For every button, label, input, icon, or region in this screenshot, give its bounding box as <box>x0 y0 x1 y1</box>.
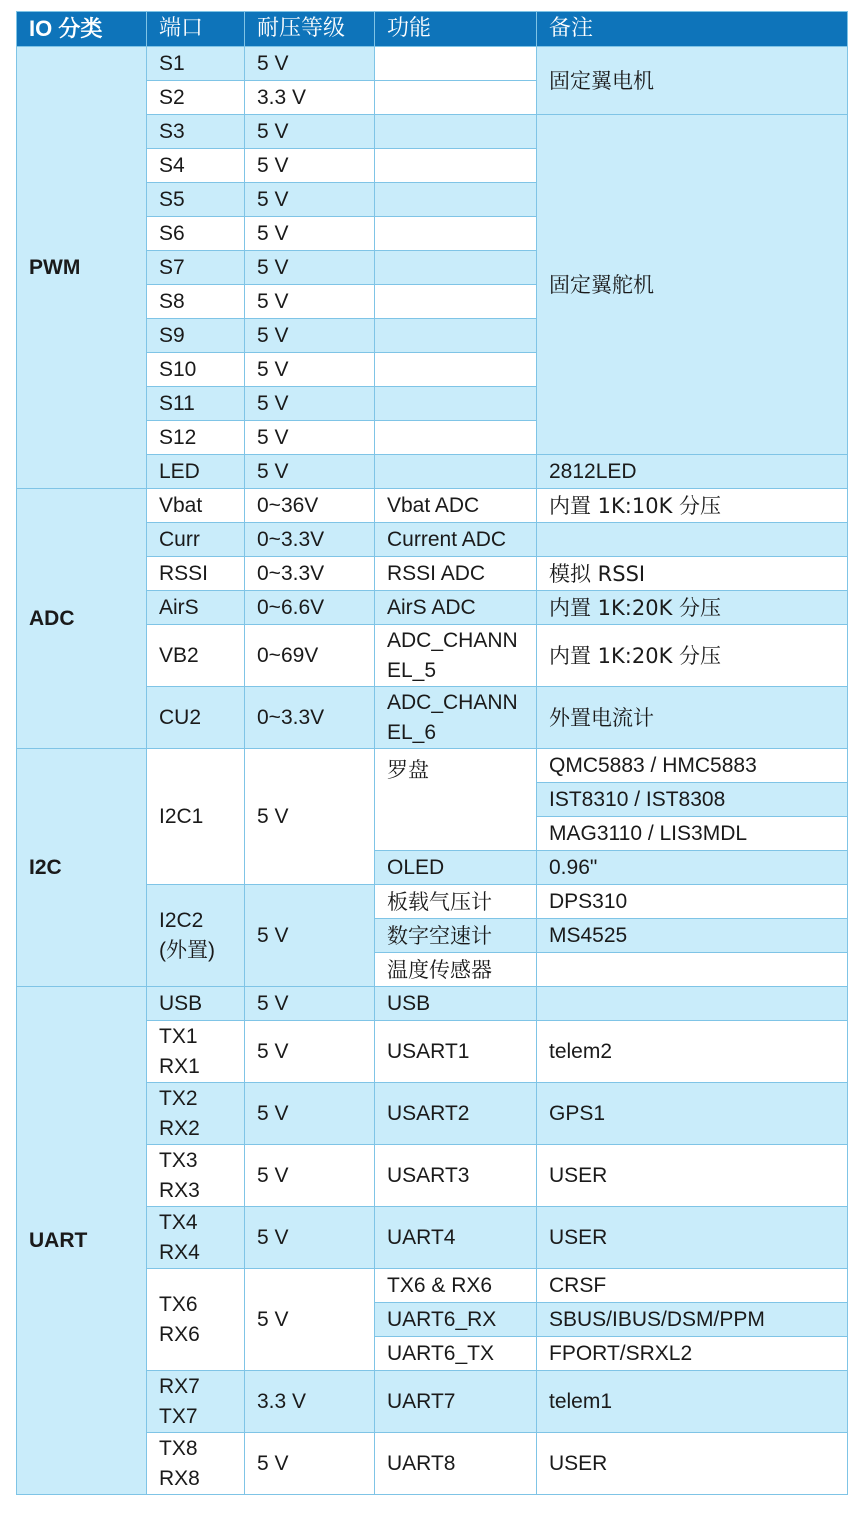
note-cell <box>537 953 848 987</box>
voltage-cell: 5 V <box>245 353 375 387</box>
port-line: RX4 <box>159 1240 200 1264</box>
function-cell: USART2 <box>375 1083 537 1145</box>
note-cell: IST8310 / IST8308 <box>537 783 848 817</box>
note-cell: telem2 <box>537 1021 848 1083</box>
port-cell: S4 <box>147 149 245 183</box>
port-cell: USB <box>147 987 245 1021</box>
voltage-cell: 5 V <box>245 455 375 489</box>
voltage-cell: 0~3.3V <box>245 687 375 749</box>
voltage-cell: 5 V <box>245 421 375 455</box>
note-cell: 2812LED <box>537 455 848 489</box>
note-cell <box>537 523 848 557</box>
port-cell: Curr <box>147 523 245 557</box>
function-line: EL_5 <box>387 658 437 682</box>
port-cell: S1 <box>147 47 245 81</box>
note-cell: MAG3110 / LIS3MDL <box>537 817 848 851</box>
function-cell: UART6_RX <box>375 1303 537 1337</box>
voltage-cell: 5 V <box>245 251 375 285</box>
port-line: RX1 <box>159 1054 200 1078</box>
port-line: TX7 <box>159 1404 198 1428</box>
category-adc: ADC <box>17 489 147 749</box>
voltage-cell: 0~6.6V <box>245 591 375 625</box>
voltage-cell: 0~3.3V <box>245 523 375 557</box>
port-cell: S9 <box>147 319 245 353</box>
function-cell: 罗盘 <box>375 749 537 851</box>
port-line: I2C2 <box>159 908 204 932</box>
header-io-category: IO 分类 <box>17 12 147 47</box>
port-cell: AirS <box>147 591 245 625</box>
port-cell <box>147 1207 245 1269</box>
port-cell: S6 <box>147 217 245 251</box>
function-cell: Current ADC <box>375 523 537 557</box>
function-cell <box>375 387 537 421</box>
function-cell <box>375 625 537 687</box>
port-cell <box>147 1021 245 1083</box>
function-cell <box>375 285 537 319</box>
voltage-cell: 5 V <box>245 47 375 81</box>
voltage-cell: 5 V <box>245 1145 375 1207</box>
function-cell: 数字空速计 <box>375 919 537 953</box>
table-row <box>17 47 848 81</box>
note-cell: 外置电流计 <box>537 687 848 749</box>
port-cell: RSSI <box>147 557 245 591</box>
io-table <box>16 11 848 1495</box>
port-cell: S3 <box>147 115 245 149</box>
voltage-cell: 5 V <box>245 987 375 1021</box>
note-cell: FPORT/SRXL2 <box>537 1337 848 1371</box>
port-line: TX6 <box>159 1292 198 1316</box>
voltage-cell: 0~36V <box>245 489 375 523</box>
note-cell: telem1 <box>537 1371 848 1433</box>
port-line: TX8 <box>159 1436 198 1460</box>
function-line: ADC_CHANN <box>387 690 518 714</box>
port-line: RX8 <box>159 1466 200 1490</box>
table-row <box>17 489 848 523</box>
note-cell: SBUS/IBUS/DSM/PPM <box>537 1303 848 1337</box>
port-cell <box>147 1371 245 1433</box>
note-cell: USER <box>537 1433 848 1495</box>
port-cell: CU2 <box>147 687 245 749</box>
voltage-cell: 5 V <box>245 115 375 149</box>
port-cell: S7 <box>147 251 245 285</box>
voltage-cell: 5 V <box>245 387 375 421</box>
note-cell: CRSF <box>537 1269 848 1303</box>
header-row <box>17 12 848 47</box>
note-cell: 内置 1K:20K 分压 <box>537 591 848 625</box>
port-line: TX2 <box>159 1086 198 1110</box>
port-cell: I2C1 <box>147 749 245 885</box>
function-cell <box>375 47 537 81</box>
header-port: 端口 <box>147 12 245 47</box>
port-cell: S11 <box>147 387 245 421</box>
function-cell <box>375 687 537 749</box>
port-cell <box>147 885 245 987</box>
voltage-cell: 5 V <box>245 749 375 885</box>
port-cell <box>147 1145 245 1207</box>
function-cell <box>375 319 537 353</box>
port-line: RX7 <box>159 1374 200 1398</box>
voltage-cell: 5 V <box>245 1021 375 1083</box>
voltage-cell: 5 V <box>245 285 375 319</box>
function-cell <box>375 455 537 489</box>
voltage-cell: 3.3 V <box>245 1371 375 1433</box>
function-cell <box>375 183 537 217</box>
port-line: TX1 <box>159 1024 198 1048</box>
function-cell: UART6_TX <box>375 1337 537 1371</box>
note-cell: 固定翼舵机 <box>537 115 848 455</box>
function-cell: 板载气压计 <box>375 885 537 919</box>
voltage-cell: 3.3 V <box>245 81 375 115</box>
voltage-cell: 5 V <box>245 1433 375 1495</box>
port-cell: S2 <box>147 81 245 115</box>
function-cell: UART4 <box>375 1207 537 1269</box>
port-cell: S5 <box>147 183 245 217</box>
note-cell: USER <box>537 1145 848 1207</box>
voltage-cell: 5 V <box>245 183 375 217</box>
header-note: 备注 <box>537 12 848 47</box>
function-cell: UART8 <box>375 1433 537 1495</box>
voltage-cell: 0~69V <box>245 625 375 687</box>
port-cell <box>147 1433 245 1495</box>
category-i2c: I2C <box>17 749 147 987</box>
voltage-cell: 5 V <box>245 319 375 353</box>
port-cell <box>147 1083 245 1145</box>
function-cell <box>375 217 537 251</box>
category-uart: UART <box>17 987 147 1495</box>
port-cell: S8 <box>147 285 245 319</box>
note-cell: QMC5883 / HMC5883 <box>537 749 848 783</box>
port-cell: S12 <box>147 421 245 455</box>
voltage-cell: 5 V <box>245 1207 375 1269</box>
function-cell: TX6 & RX6 <box>375 1269 537 1303</box>
note-cell: GPS1 <box>537 1083 848 1145</box>
port-line: TX4 <box>159 1210 198 1234</box>
function-cell <box>375 421 537 455</box>
port-line: RX3 <box>159 1178 200 1202</box>
port-line: RX6 <box>159 1322 200 1346</box>
function-cell <box>375 251 537 285</box>
note-cell: DPS310 <box>537 885 848 919</box>
function-cell: USART1 <box>375 1021 537 1083</box>
category-pwm: PWM <box>17 47 147 489</box>
function-cell: USART3 <box>375 1145 537 1207</box>
header-voltage: 耐压等级 <box>245 12 375 47</box>
note-cell: 固定翼电机 <box>537 47 848 115</box>
note-cell: 0.96" <box>537 851 848 885</box>
function-cell <box>375 149 537 183</box>
note-cell <box>537 987 848 1021</box>
port-line: (外置) <box>159 938 215 962</box>
function-cell: UART7 <box>375 1371 537 1433</box>
voltage-cell: 0~3.3V <box>245 557 375 591</box>
table-row <box>17 987 848 1021</box>
note-cell: MS4525 <box>537 919 848 953</box>
port-cell: VB2 <box>147 625 245 687</box>
voltage-cell: 5 V <box>245 149 375 183</box>
function-line: ADC_CHANN <box>387 628 518 652</box>
port-line: RX2 <box>159 1116 200 1140</box>
function-cell <box>375 81 537 115</box>
voltage-cell: 5 V <box>245 885 375 987</box>
table-row <box>17 749 848 783</box>
voltage-cell: 5 V <box>245 217 375 251</box>
port-cell: S10 <box>147 353 245 387</box>
port-cell: LED <box>147 455 245 489</box>
port-cell: Vbat <box>147 489 245 523</box>
note-cell: USER <box>537 1207 848 1269</box>
voltage-cell: 5 V <box>245 1083 375 1145</box>
function-cell <box>375 353 537 387</box>
voltage-cell: 5 V <box>245 1269 375 1371</box>
function-cell: OLED <box>375 851 537 885</box>
header-function: 功能 <box>375 12 537 47</box>
port-cell <box>147 1269 245 1371</box>
note-cell: 模拟 RSSI <box>537 557 848 591</box>
function-cell <box>375 115 537 149</box>
port-line: TX3 <box>159 1148 198 1172</box>
function-cell: Vbat ADC <box>375 489 537 523</box>
function-cell: 温度传感器 <box>375 953 537 987</box>
function-line: EL_6 <box>387 720 437 744</box>
function-cell: AirS ADC <box>375 591 537 625</box>
function-cell: RSSI ADC <box>375 557 537 591</box>
note-cell: 内置 1K:20K 分压 <box>537 625 848 687</box>
note-cell: 内置 1K:10K 分压 <box>537 489 848 523</box>
function-cell: USB <box>375 987 537 1021</box>
